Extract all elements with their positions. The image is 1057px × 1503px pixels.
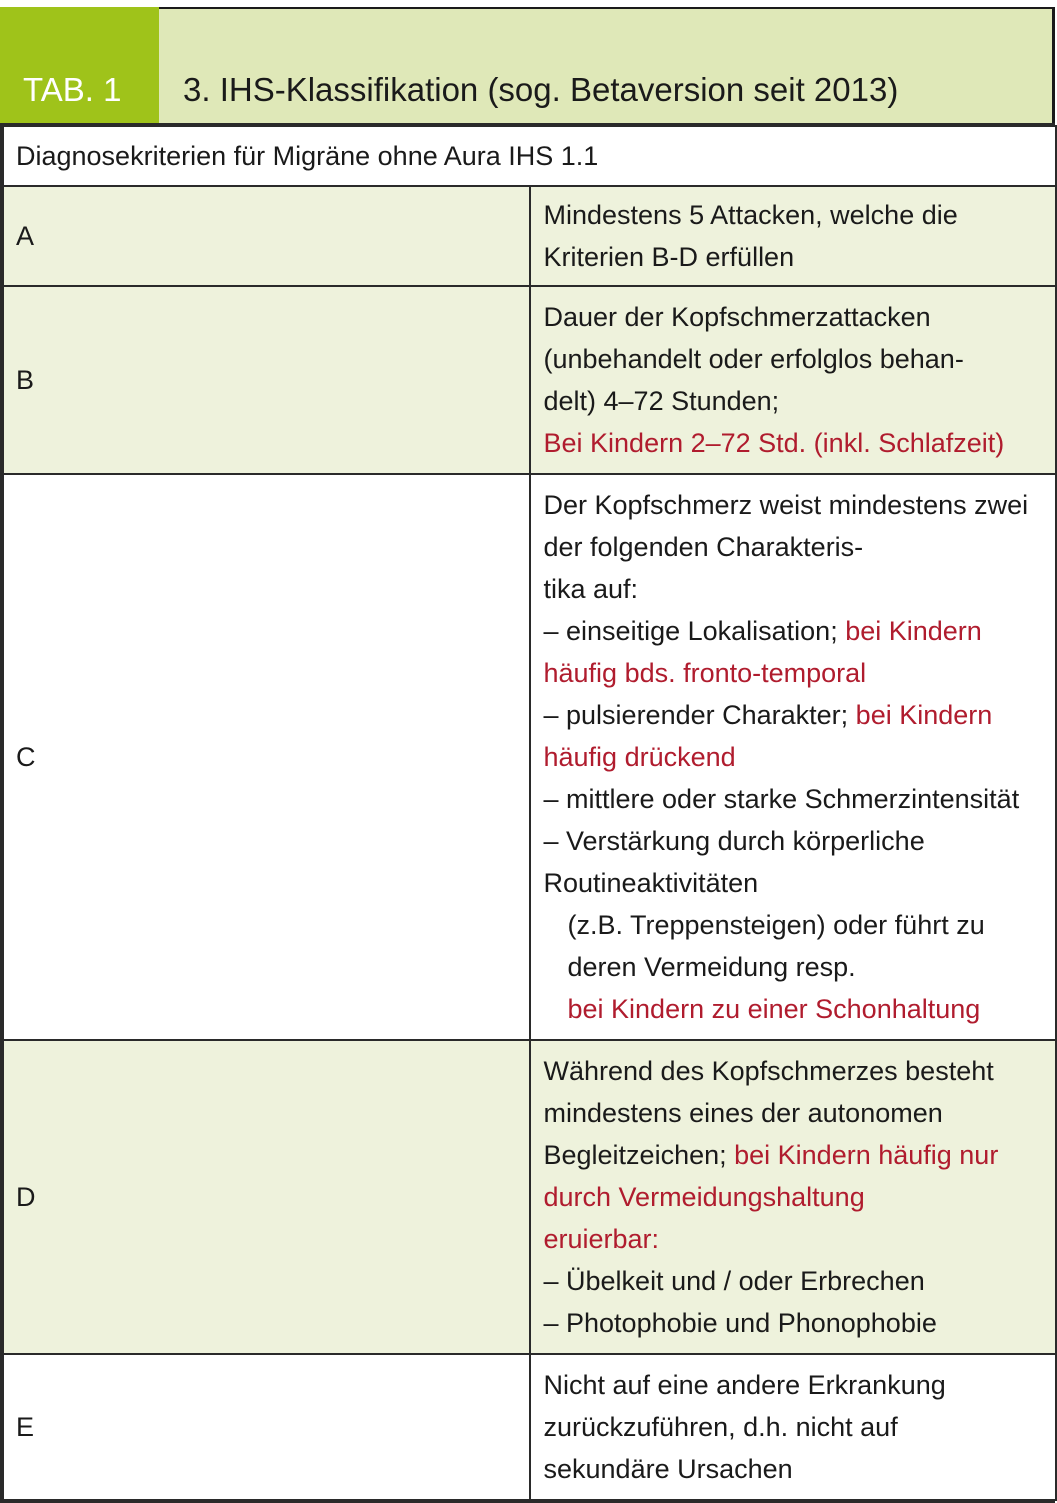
criterion-line: Während des Kopfschmerzes besteht mindestens eines der autonomen	[543, 1056, 994, 1128]
children-note: Bei Kindern 2–72 Std. (inkl. Schlafzeit)	[543, 428, 1005, 458]
criterion-row-a	[3, 186, 1056, 286]
criterion-row-c	[3, 474, 1056, 1040]
table-header	[0, 7, 1055, 123]
children-note: bei Kindern häufig drückend	[543, 700, 993, 772]
criterion-letter: D	[3, 1040, 530, 1354]
criterion-letter: B	[3, 286, 530, 474]
list-item	[544, 694, 1044, 778]
list-item: – Übelkeit und / oder Erbrechen	[543, 1266, 925, 1296]
list-item: – mittlere oder starke Schmerzintensität	[543, 784, 1020, 814]
criterion-letter: C	[3, 474, 530, 1040]
list-item-text: – einseitige Lokalisation;	[543, 616, 846, 646]
list-item	[544, 610, 1044, 694]
criterion-line: sekundäre Ursachen	[543, 1454, 793, 1484]
criterion-text	[530, 186, 1057, 286]
children-note: bei Kindern zu einer Schonhaltung	[567, 994, 981, 1024]
table-subtitle-row	[3, 126, 1056, 186]
criterion-letter: A	[3, 186, 530, 286]
children-note: bei Kindern häufig nur durch Vermeidungshaltung	[543, 1140, 999, 1212]
criterion-row-b	[3, 286, 1056, 474]
children-note: bei Kindern häufig bds. fronto-temporal	[543, 616, 982, 688]
criterion-line-text: Begleitzeichen;	[543, 1140, 735, 1170]
list-item-text: – pulsierender Charakter;	[543, 700, 856, 730]
table-number-label: TAB. 1	[0, 7, 159, 123]
criterion-row-d	[3, 1040, 1056, 1354]
criterion-line: Mindestens 5 Attacken, welche die Kriterien B-D erfüllen	[543, 200, 958, 272]
list-item: – Photophobie und Phonophobie	[543, 1308, 937, 1338]
table-title: 3. IHS-Klassifikation (sog. Betaversion seit 2013)	[159, 7, 1055, 123]
list-item: – Verstärkung durch körperliche Routineaktivitäten	[543, 826, 925, 898]
criterion-text	[530, 1354, 1057, 1500]
criterion-text	[530, 1040, 1057, 1354]
criteria-table	[0, 123, 1055, 1503]
criterion-line: Der Kopfschmerz weist mindestens zwei der folgenden Charakteris-	[543, 490, 1029, 562]
criterion-letter: E	[3, 1354, 530, 1500]
criterion-line	[544, 1134, 1044, 1218]
criterion-text	[530, 286, 1057, 474]
table-subtitle: Diagnosekriterien für Migräne ohne Aura IHS 1.1	[3, 126, 1056, 186]
criterion-line: Nicht auf eine andere Erkrankung zurückzuführen, d.h. nicht auf	[543, 1370, 946, 1442]
criterion-row-e	[3, 1354, 1056, 1500]
criterion-text	[530, 474, 1057, 1040]
criterion-line: delt) 4–72 Stunden;	[543, 386, 780, 416]
criterion-line: tika auf:	[543, 574, 639, 604]
children-note: eruierbar:	[543, 1224, 660, 1254]
list-item-continuation: (z.B. Treppensteigen) oder führt zu deren Vermeidung resp.	[567, 910, 985, 982]
criterion-line: Dauer der Kopfschmerzattacken (unbehandelt oder erfolglos behan-	[543, 302, 964, 374]
